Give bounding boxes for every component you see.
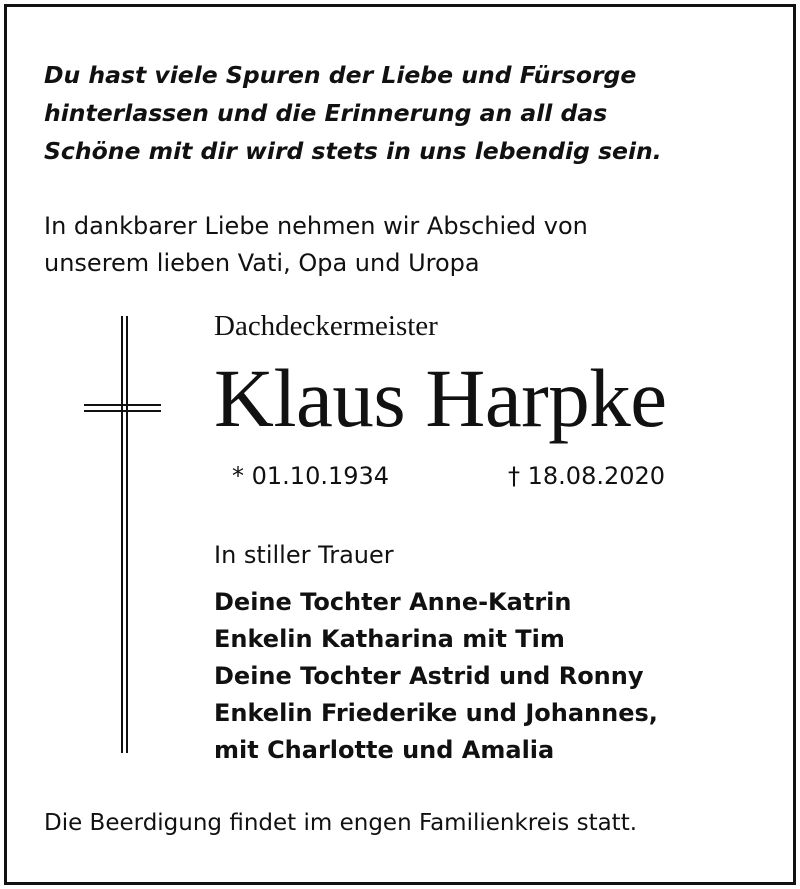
verse-line: Du hast viele Spuren der Liebe und Fürsorge bbox=[44, 61, 637, 89]
mourner-line: Enkelin Katharina mit Tim bbox=[214, 625, 565, 653]
intro-line: In dankbarer Liebe nehmen wir Abschied von bbox=[44, 212, 588, 240]
mourning-heading: In stiller Trauer bbox=[214, 541, 394, 569]
cross-vertical-line bbox=[121, 316, 123, 753]
farewell-intro bbox=[44, 208, 764, 282]
birth-date: * 01.10.1934 bbox=[232, 462, 390, 490]
funeral-note: Die Beerdigung findet im engen Familienkreis statt. bbox=[44, 810, 638, 836]
death-date: † 18.08.2020 bbox=[508, 462, 666, 490]
mourner-line: Enkelin Friederike und Johannes, bbox=[214, 699, 658, 727]
cross-vertical-line bbox=[126, 316, 128, 753]
verse-line: Schöne mit dir wird stets in uns lebendig sein. bbox=[44, 137, 662, 165]
mourner-line: Deine Tochter Anne-Katrin bbox=[214, 588, 572, 616]
deceased-name: Klaus Harpke bbox=[214, 352, 667, 444]
mourner-line: Deine Tochter Astrid und Ronny bbox=[214, 662, 644, 690]
mourners-list bbox=[214, 584, 658, 769]
cross-horizontal-line bbox=[84, 404, 161, 406]
cross-horizontal-line bbox=[84, 410, 161, 412]
memorial-verse bbox=[44, 56, 764, 170]
verse-line: hinterlassen und die Erinnerung an all das bbox=[44, 99, 608, 127]
deceased-profession: Dachdeckermeister bbox=[214, 310, 438, 342]
mourner-line: mit Charlotte und Amalia bbox=[214, 736, 555, 764]
intro-line: unserem lieben Vati, Opa und Uropa bbox=[44, 249, 480, 277]
